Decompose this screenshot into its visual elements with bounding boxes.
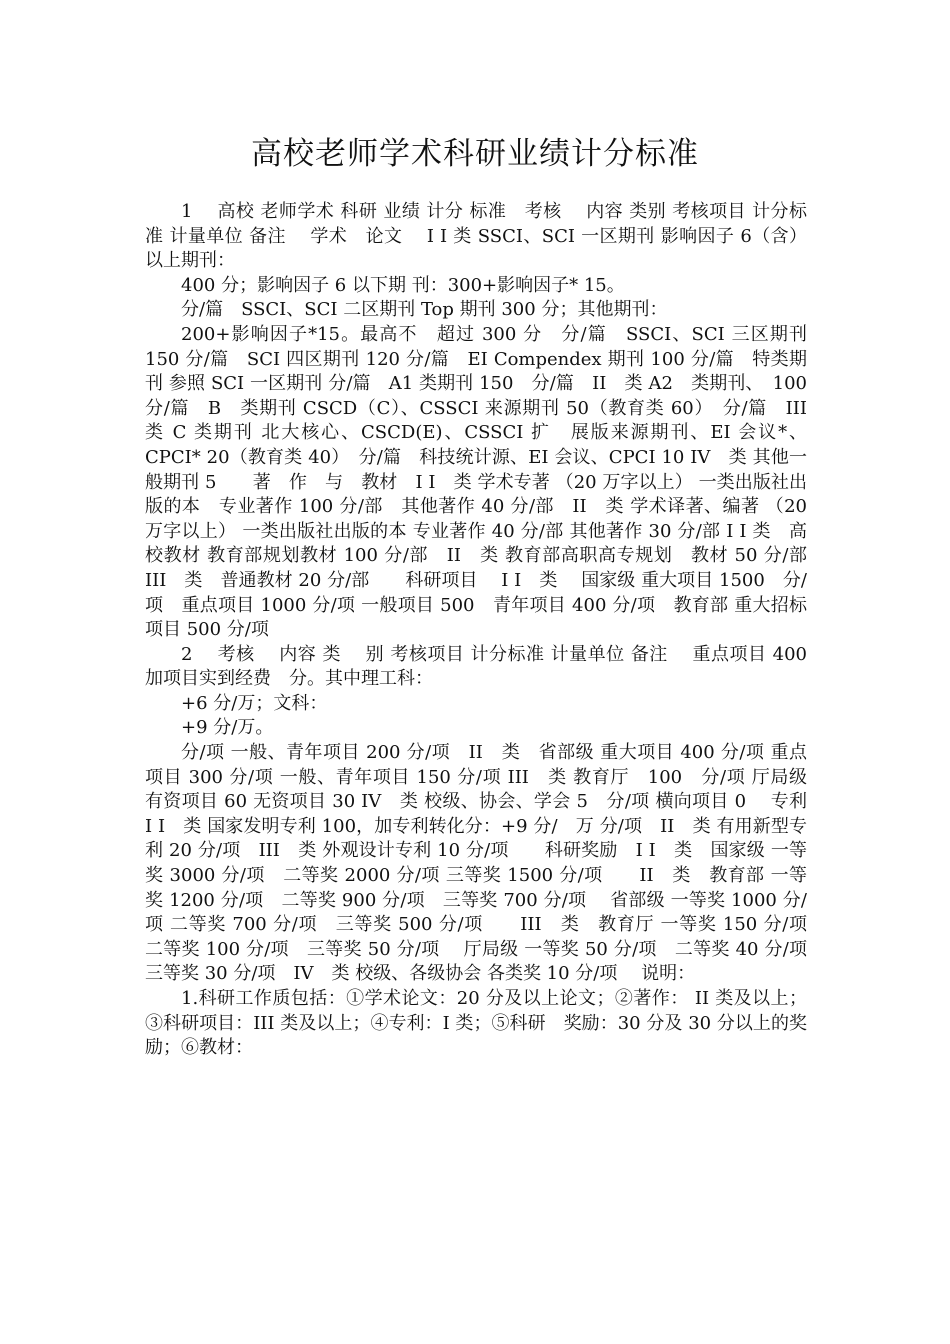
body-paragraph: 1 高校 老师学术 科研 业绩 计分 标准 考核 内容 类别 考核项目 计分标准 计量单位 备注 学术 论文 I I 类 SSCI、SCI 一区期刊 影响因子 6（含）以上期刊： (145, 201, 807, 272)
body-paragraph: +6 分/万；文科： (181, 692, 328, 714)
body-paragraph: 分/项 一般、青年项目 200 分/项 II 类 省部级 重大项目 400 分/项 重点项目 300 分/项 一般、青年项目 150 分/项 III 类 教育厅 100 分/项 厅局级 有资项目 60 无资项目 30 IV 类 校级、协会、学会 5 分/项 横向项目 0 专利 I I 类 国家发明专利 100，加专利转化分：+9 分/ 万 分/项 II 类 有用新型专利 20 分/项 III 类 外观设计专利 10 分/项 科研奖励 I I 类 国家级 一等奖 3000 分/项 二等奖 2000 分/项 三等奖 1500 分/项 II 类 教育部 一等奖 1200 分/项 二等奖 900 分/项 三等奖 700 分/项 省部级 一等奖 1000 分/项 二等奖 700 分/项 三等奖 500 分/项 III 类 教育厅 一等奖 150 分/项 二等奖 100 分/项 三等奖 50 分/项 厅局级 一等奖 50 分/项 二等奖 40 分/项 三等奖 30 分/项 IV 类 校级、各级协会 各类奖 10 分/项 说明： (145, 742, 825, 985)
document-title: 高校老师学术科研业绩计分标准 (251, 136, 699, 172)
document-body (145, 200, 825, 1061)
body-paragraph: 2 考核 内容 类 别 考核项目 计分标准 计量单位 备注 重点项目 400 加项目实到经费 分。其中理工科： (145, 643, 825, 690)
body-paragraph: +9 分/万。 (181, 717, 274, 739)
body-paragraph: 200+影响因子*15。最高不 超过 300 分 分/篇 SSCI、SCI 三区期刊 150 分/篇 SCI 四区期刊 120 分/篇 EI Compendex 期刊 100 分/篇 特类期刊 参照 SCI 一区期刊 分/篇 A1 类期刊 150 分/篇 II 类 A2 类期刊、 100 分/篇 B 类期刊 CSCD（C）、CSSCI 来源期刊 50（教育类 60） 分/篇 III 类 C 类期刊 北大核心、CSCD(E)、CSSCI 扩 展版来源期刊、EI 会议*、CPCI* 20（教育类 40） 分/篇 科技统计源、EI 会议、CPCI 10 IV 类 其他一般期刊 5 著 作 与 教材 I I 类 学术专著 （20 万字以上） 一类出版社出版的本 专业著作 100 分/部 其他著作 40 分/部 II 类 学术译著、编著 （20 万字以上） 一类出版社出版的本 专业著作 40 分/部 其他著作 30 分/部 I I 类 高校教材 教育部规划教材 100 分/部 II 类 教育部高职高专规划 教材 50 分/部 III 类 普通教材 20 分/部 科研项目 I I 类 国家级 重大项目 1500 分/项 重点项目 1000 分/项 一般项目 500 青年项目 400 分/项 教育部 重大招标项目 500 分/项 (145, 323, 825, 641)
body-paragraph: 1.科研工作质包括：①学术论文：20 分及以上论文；②著作： II 类及以上；③科研项目：III 类及以上；④专利：I 类；⑤科研 奖励：30 分及 30 分以上的奖励；⑥教材： (145, 988, 807, 1059)
body-paragraph: 400 分；影响因子 6 以下期 刊：300+影响因子* 15。 (181, 274, 625, 296)
body-paragraph: 分/篇 SSCI、SCI 二区期刊 Top 期刊 300 分；其他期刊： (181, 299, 668, 321)
